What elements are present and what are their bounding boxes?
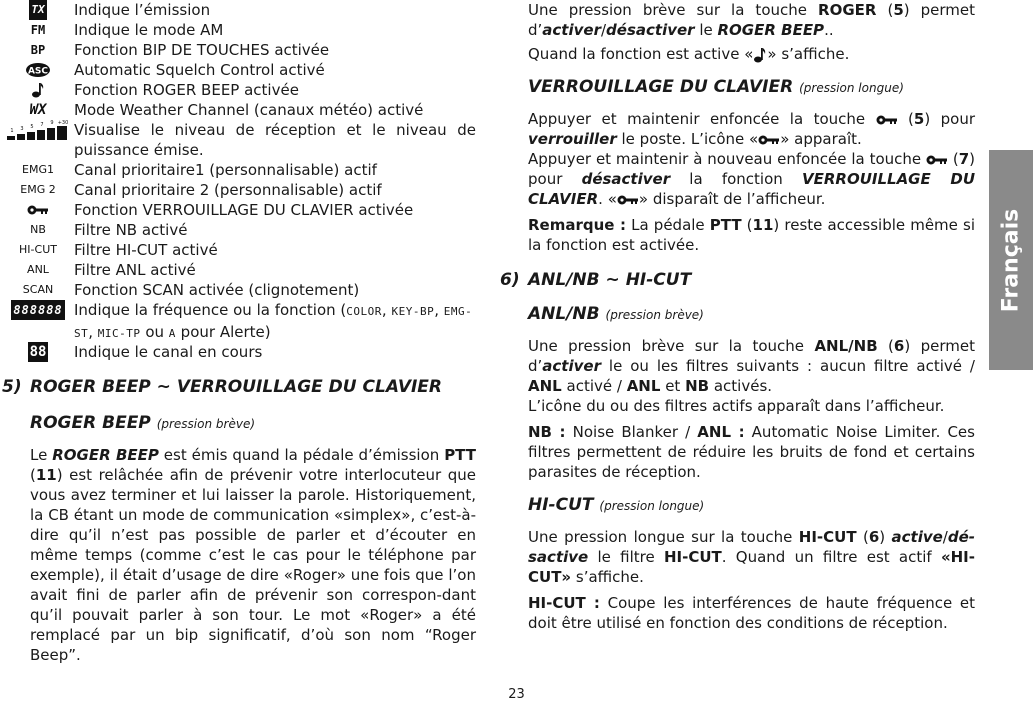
key-icon xyxy=(758,134,780,146)
svg-text:1: 1 xyxy=(10,128,14,134)
legend-row-anl: ANL Filtre ANL activé xyxy=(2,260,476,280)
legend-row-hicut: HI-CUT Filtre HI-CUT activé xyxy=(2,240,476,260)
nb-anl-definition: NB : Noise Blanker / ANL : Automatic Noise Limiter. Ces filtres permettent de réduire les bruits de fond et certains parasites de réception. xyxy=(528,423,975,481)
signal-meter-icon xyxy=(2,120,74,160)
channel-display-icon: 88 xyxy=(29,344,47,360)
roger-beep-heading: ROGER BEEP (pression brève) xyxy=(30,413,256,433)
section6-heading: 6) ANL/NB ~ HI-CUT xyxy=(500,270,692,290)
svg-text:5: 5 xyxy=(30,124,34,130)
legend-row-frequency: 888888 Indique la fréquence ou la fonction (COLOR, KEY-BP, EMG-ST, MIC-TP ou A pour Alerte) xyxy=(2,300,476,340)
legend-row-emg2: EMG 2 Canal prioritaire 2 (personnalisable) actif xyxy=(2,180,476,200)
legend-row-bp: BP Fonction BIP DE TOUCHES activée xyxy=(2,40,476,60)
frequency-display-icon: 888888 xyxy=(2,300,74,340)
legend-row-channel: 88 Indique le canal en cours xyxy=(2,342,476,362)
bp-icon: BP xyxy=(30,43,46,57)
asc-icon xyxy=(2,60,74,80)
legend-row-key: Fonction VERROUILLAGE DU CLAVIER activée xyxy=(2,200,476,220)
key-icon xyxy=(617,194,639,206)
hi-cut-paragraph: Une pression longue sur la touche HI-CUT (6) active/dé-sactive le filtre HI-CUT. Quand un filtre est actif «HI-CUT» s’affiche. xyxy=(528,528,975,586)
legend-row-nb: NB Filtre NB activé xyxy=(2,220,476,240)
hi-cut-heading: HI-CUT (pression longue) xyxy=(528,495,705,515)
lock-heading: VERROUILLAGE DU CLAVIER (pression longue) xyxy=(528,77,904,97)
key-icon xyxy=(926,154,948,166)
page-number: 23 xyxy=(508,687,525,702)
anl-nb-icon-paragraph: L’icône du ou des filtres actifs apparaît dans l’afficheur. xyxy=(528,397,945,415)
key-icon xyxy=(876,114,898,126)
legend-row-roger: Fonction ROGER BEEP activée xyxy=(2,80,476,100)
roger-toggle-paragraph: Une pression brève sur la touche ROGER (5) permet d’activer/désactiver le ROGER BEEP.. xyxy=(528,1,975,39)
unlock-paragraph: Appuyer et maintenir à nouveau enfoncée la touche (7) pour désactiver la fonction VERROUILLAGE DU CLAVIER. « » disparaît de l’afficheur. xyxy=(528,150,976,208)
emg2-icon: EMG 2 xyxy=(20,183,56,196)
lock-remark: Remarque : La pédale PTT (11) reste accessible même si la fonction est activée. xyxy=(528,216,975,254)
svg-text:ASC: ASC xyxy=(27,66,49,77)
legend-row-tx: TX Indique l’émission xyxy=(2,0,476,20)
right-column xyxy=(500,0,975,633)
music-note-icon xyxy=(753,47,767,63)
legend-row-signal: 1 3 5 7 9 +30 Visualise le niveau de réception et le niveau de puissance émise. xyxy=(2,120,476,160)
legend-row-emg1: EMG1 Canal prioritaire1 (personnalisable) actif xyxy=(2,160,476,180)
legend-row-am: FM Indique le mode AM xyxy=(2,20,476,40)
legend-row-wx: WX Mode Weather Channel (canaux météo) activé xyxy=(2,100,476,120)
svg-text:+30: +30 xyxy=(57,120,69,126)
legend-row-asc: ASC Automatic Squelch Control activé xyxy=(2,60,476,80)
key-icon xyxy=(2,200,74,220)
anl-nb-heading: ANL/NB (pression brève) xyxy=(528,304,704,324)
hi-cut-definition: HI-CUT : Coupe les interférences de haute fréquence et doit être utilisé en fonction des conditions de réception. xyxy=(528,594,975,632)
hi-cut-icon: HI-CUT xyxy=(19,243,57,256)
language-tab: Français xyxy=(989,150,1033,370)
anl-icon: ANL xyxy=(27,263,49,276)
anl-nb-paragraph: Une pression brève sur la touche ANL/NB (6) permet d’activer le ou les filtres suivants : aucun filtre activé / ANL activé / ANL et NB activés. xyxy=(528,337,975,395)
section5-heading: 5) ROGER BEEP ~ VERROUILLAGE DU CLAVIER xyxy=(2,377,443,397)
nb-icon: NB xyxy=(30,223,46,236)
legend-row-scan: SCAN Fonction SCAN activée (clignotement) xyxy=(2,280,476,300)
left-column xyxy=(2,0,476,665)
roger-active-paragraph: Quand la fonction est active « » s’affiche. xyxy=(528,45,850,63)
lock-paragraph: Appuyer et maintenir enfoncée la touche (5) pour verrouiller le poste. L’icône « » apparaît. xyxy=(528,110,975,148)
tx-icon: TX xyxy=(2,0,74,20)
roger-beep-paragraph: Le ROGER BEEP est émis quand la pédale d’émission PTT (11) est relâchée afin de prévenir votre interlocuteur que vous avez terminer et lui laisser la parole. Historiquement, la CB étant un mode de communication «simplex», c’est-à-dire qu’il n’est pas possible de parler et d’écouter en même temps (comme c’est le cas pour le téléphone par exemple), il était d’usage de dire «Roger» une fois que l’on avait fini de parler afin de prévenir son correspon-dant qu’il pouvait parler à son tour. Le mot «Roger» a été remplacé par un bip significatif, d’où son nom “Roger Beep”. xyxy=(30,446,476,664)
svg-text:3: 3 xyxy=(20,126,24,132)
music-note-icon xyxy=(2,80,74,100)
emg1-icon: EMG1 xyxy=(22,163,54,176)
fm-am-icon: FM xyxy=(30,23,46,37)
scan-icon: SCAN xyxy=(22,283,54,296)
svg-text:9: 9 xyxy=(50,120,54,126)
wx-icon: WX xyxy=(29,102,47,118)
svg-text:7: 7 xyxy=(40,122,44,128)
